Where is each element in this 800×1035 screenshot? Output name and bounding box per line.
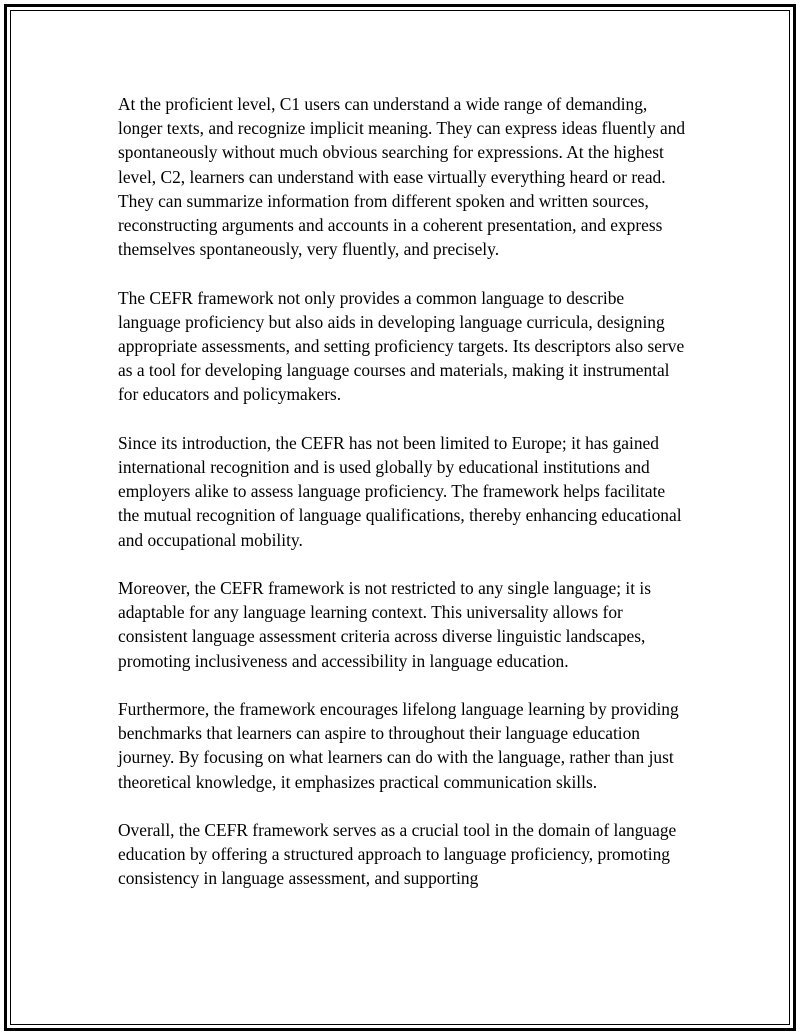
paragraph-overall-summary: Overall, the CEFR framework serves as a crucial tool in the domain of language education by offering a structured approach to language proficiency, promoting consistency in language assessment, and supporting: [118, 820, 677, 889]
document-body: [118, 92, 688, 915]
paragraph-language-universality: Moreover, the CEFR framework is not restricted to any single language; it is adaptable for any language learning context. This universality allows for consistent language assessment criteria across diverse linguistic landscapes, promoting inclusiveness and accessibility in language education.: [118, 578, 651, 671]
paragraph-lifelong-learning: Furthermore, the framework encourages lifelong language learning by providing benchmarks that learners can aspire to throughout their language education journey. By focusing on what learners can do with the language, rather than just theoretical knowledge, it emphasizes practical communication skills.: [118, 699, 679, 792]
paragraph-proficient-level: At the proficient level, C1 users can understand a wide range of demanding, longer texts, and recognize implicit meaning. They can express ideas fluently and spontaneously without much obvious searching for expressions. At the highest level, C2, learners can understand with ease virtually everything heard or read. They can summarize information from different spoken and written sources, reconstructing arguments and accounts in a coherent presentation, and express themselves spontaneously, very fluently, and precisely.: [118, 94, 686, 260]
paragraph-international-recognition: Since its introduction, the CEFR has not been limited to Europe; it has gained international recognition and is used globally by educational institutions and employers alike to assess language proficiency. The framework helps facilitate the mutual recognition of language qualifications, thereby enhancing educational and occupational mobility.: [118, 432, 682, 550]
paragraph-framework-uses: The CEFR framework not only provides a common language to describe language proficiency but also aids in developing language curricula, designing appropriate assessments, and setting proficiency targets. Its descriptors also serve as a tool for developing language courses and materials, making it instrumental for educators and policymakers.: [118, 287, 685, 405]
